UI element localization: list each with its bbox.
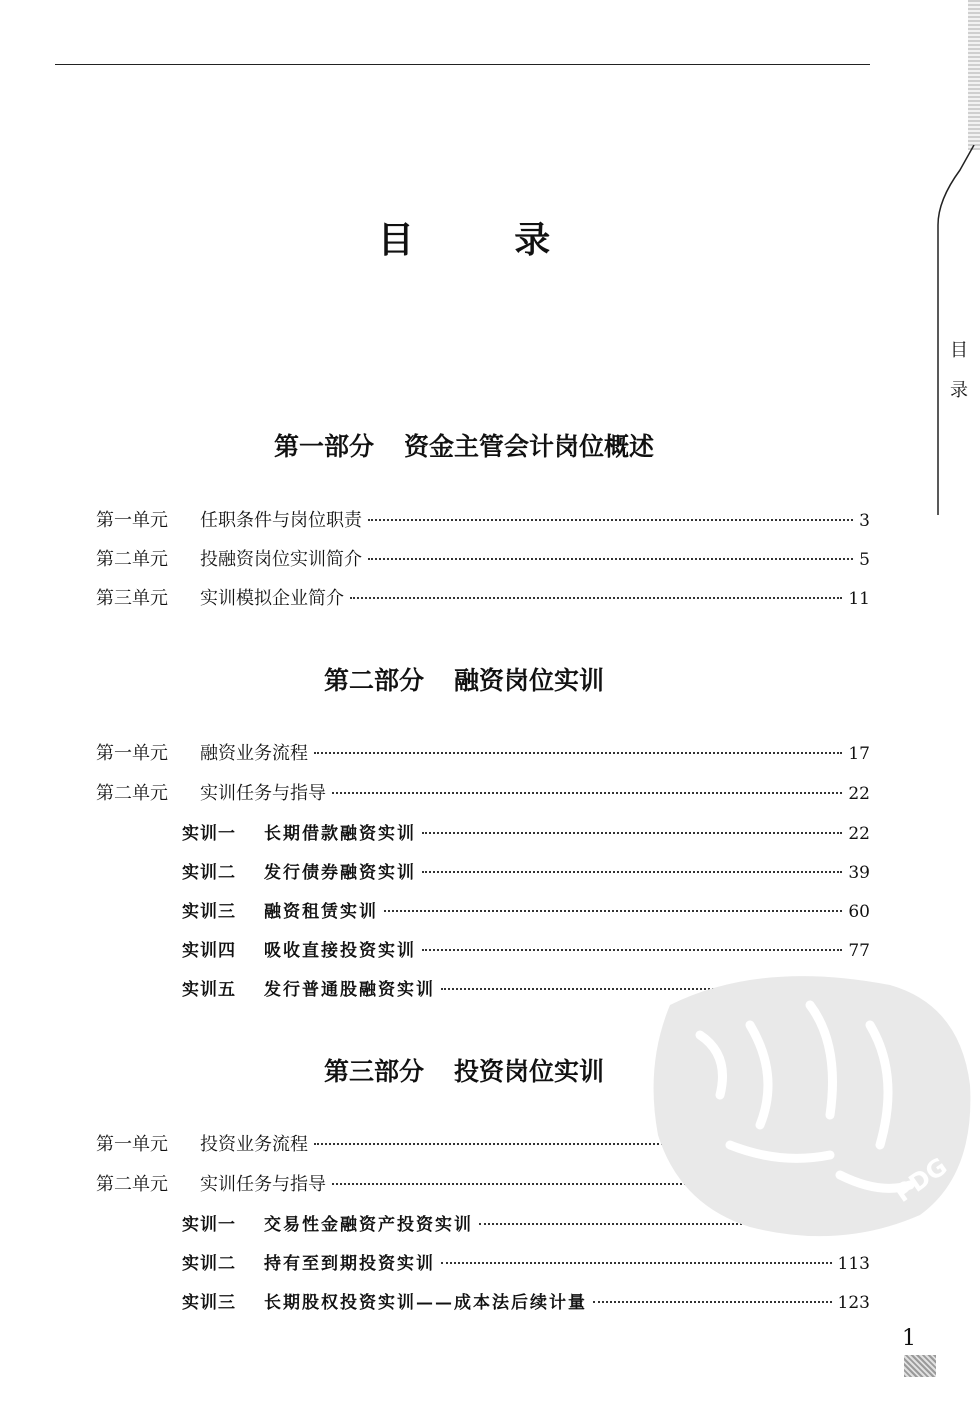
- page-number-block: [904, 1355, 936, 1377]
- toc-subentry[interactable]: [182, 1249, 870, 1275]
- part-1-title[interactable]: [0, 427, 928, 463]
- page-title: 目 录: [377, 220, 595, 261]
- toc-entry-text: 长期股权投资实训——成本法后续计量: [264, 1293, 587, 1313]
- side-tab-char-1: 目: [950, 340, 968, 361]
- toc-entry-text: 投资业务流程: [200, 1134, 308, 1155]
- toc-entry-label: 第一单元: [96, 743, 168, 764]
- part-1-number: 第一部分: [273, 432, 374, 461]
- toc-entry-label: 第二单元: [96, 549, 168, 570]
- toc-entry-text: 吸收直接投资实训: [264, 941, 416, 961]
- toc-entry-label: 实训五: [182, 980, 236, 1000]
- toc-entry-page: 123: [837, 1293, 870, 1313]
- toc-entry-text: 投融资岗位实训简介: [200, 549, 362, 570]
- toc-entry[interactable]: [96, 584, 870, 610]
- page-number: 1: [902, 1326, 916, 1351]
- toc-entry-page: 3: [859, 511, 870, 531]
- header-rule: [55, 64, 870, 65]
- leader-dots: [441, 1262, 832, 1264]
- toc-entry-label: 实训三: [182, 902, 236, 922]
- leader-dots: [422, 871, 842, 873]
- side-tab-outline: [930, 145, 980, 520]
- toc-subentry[interactable]: [182, 858, 870, 884]
- toc-entry-page: 77: [848, 941, 870, 961]
- toc-subentry[interactable]: [182, 936, 870, 962]
- watermark-text: PDG: [889, 1152, 953, 1208]
- toc-entry-text: 融资业务流程: [200, 743, 308, 764]
- toc-entry-label: 第一单元: [96, 1134, 168, 1155]
- toc-entry[interactable]: [96, 779, 870, 805]
- toc-entry-text: 融资租赁实训: [264, 902, 378, 922]
- toc-entry[interactable]: [96, 506, 870, 532]
- leader-dots: [593, 1301, 832, 1303]
- toc-entry-label: 实训四: [182, 941, 236, 961]
- toc-subentry[interactable]: [182, 1288, 870, 1314]
- toc-entry-text: 实训任务与指导: [200, 783, 326, 804]
- toc-entry-label: 第一单元: [96, 510, 168, 531]
- toc-entry-label: 第二单元: [96, 783, 168, 804]
- part-2-title[interactable]: [0, 661, 928, 697]
- toc-entry-page: 17: [848, 744, 870, 764]
- toc-entry-page: 113: [837, 1254, 870, 1274]
- toc-entry-page: 39: [848, 863, 870, 883]
- toc-entry-text: 任职条件与岗位职责: [200, 510, 362, 531]
- toc-entry-text: 持有至到期投资实训: [264, 1254, 435, 1274]
- leader-dots: [350, 597, 842, 599]
- toc-entry-label: 实训一: [182, 1215, 236, 1235]
- part-3-text: 投资岗位实训: [454, 1057, 605, 1086]
- leader-dots: [422, 832, 842, 834]
- toc-entry-page: 11: [848, 589, 870, 609]
- toc-entry-label: 实训三: [182, 1293, 236, 1313]
- watermark-seal: [640, 965, 980, 1245]
- toc-entry-text: 实训模拟企业简介: [200, 588, 344, 609]
- toc-subentry[interactable]: [182, 897, 870, 923]
- toc-entry-label: 实训二: [182, 863, 236, 883]
- toc-entry-text: 发行债券融资实训: [264, 863, 416, 883]
- leader-dots: [368, 558, 853, 560]
- leader-dots: [314, 752, 842, 754]
- toc-entry[interactable]: [96, 739, 870, 765]
- leader-dots: [422, 949, 842, 951]
- toc-entry-page: 22: [848, 784, 870, 804]
- toc-entry-text: 长期借款融资实训: [264, 824, 416, 844]
- toc-entry-label: 实训一: [182, 824, 236, 844]
- leader-dots: [332, 792, 842, 794]
- toc-entry-page: 5: [859, 550, 870, 570]
- part-3-number: 第三部分: [323, 1057, 424, 1086]
- toc-subentry[interactable]: [182, 819, 870, 845]
- toc-entry-label: 第二单元: [96, 1174, 168, 1195]
- page-edge-texture: [968, 0, 980, 150]
- toc-entry-label: 第三单元: [96, 588, 168, 609]
- leader-dots: [368, 519, 853, 521]
- toc-entry-label: 实训二: [182, 1254, 236, 1274]
- toc-entry-text: 发行普通股融资实训: [264, 980, 435, 1000]
- toc-entry-text: 交易性金融资产投资实训: [264, 1215, 473, 1235]
- toc-entry[interactable]: [96, 545, 870, 571]
- toc-entry-text: 实训任务与指导: [200, 1174, 326, 1195]
- part-2-text: 融资岗位实训: [454, 666, 605, 695]
- toc-entry-page: 60: [848, 902, 870, 922]
- leader-dots: [384, 910, 842, 912]
- part-1-text: 资金主管会计岗位概述: [404, 432, 655, 461]
- toc-entry-page: 22: [848, 824, 870, 844]
- part-2-number: 第二部分: [323, 666, 424, 695]
- side-tab-char-2: 录: [950, 380, 968, 401]
